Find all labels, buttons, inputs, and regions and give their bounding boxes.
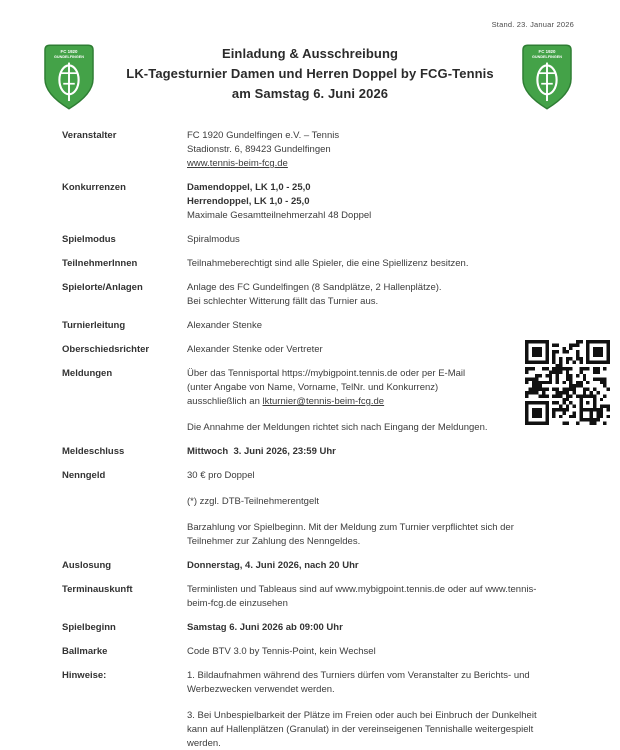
row-label-hinweise: Hinweise:: [62, 670, 107, 681]
text-line: [187, 535, 568, 549]
row-ballmarke: [62, 645, 568, 659]
row-content-teilnehmerinnen: [187, 257, 568, 271]
shield-icon: [523, 45, 571, 108]
club-logo-left: [44, 44, 94, 110]
text-line: [187, 495, 568, 509]
text-line: [187, 709, 568, 723]
row-content-meldeschluss: [187, 445, 568, 459]
text-line: [187, 295, 568, 309]
row-content-spielorte-anlagen: [187, 281, 568, 309]
title-line-3: am Samstag 6. Juni 2026: [231, 86, 389, 101]
text-line: [187, 129, 568, 143]
text-segment: Terminlisten und Tableaus sind auf www.mybigpoint.tennis.de oder auf www.tennis-: [187, 584, 537, 595]
row-nenngeld: [62, 469, 568, 549]
text-segment: Damendoppel, LK 1,0 - 25,0: [187, 182, 311, 193]
text-segment: ausschließlich an: [187, 396, 263, 407]
text-segment: Herrendoppel, LK 1,0 - 25,0: [187, 196, 310, 207]
hyperlink[interactable]: lkturnier@tennis-beim-fcg.de: [262, 396, 385, 407]
row-content-spielbeginn: [187, 621, 568, 635]
text-line: [187, 281, 568, 295]
row-label-ballmarke: Ballmarke: [62, 646, 108, 657]
row-teilnehmerinnen: [62, 257, 568, 271]
text-line: [187, 669, 568, 683]
text-segment: Stadionstr. 6, 89423 Gundelfingen: [187, 144, 331, 155]
text-line: [187, 737, 568, 750]
row-content-ballmarke: [187, 645, 568, 659]
text-line: [187, 143, 568, 157]
text-line: [187, 343, 568, 357]
row-meldeschluss: [62, 445, 568, 459]
paragraph-spacer: [187, 697, 568, 709]
row-terminauskunft: [62, 583, 568, 611]
row-content-oberschiedsrichter: [187, 343, 568, 357]
logo-club-name-line1: FC 1920: [60, 48, 78, 54]
text-line: [187, 181, 568, 195]
row-label-nenngeld: Nenngeld: [62, 470, 106, 481]
row-label-meldungen: Meldungen: [62, 368, 113, 379]
text-segment: Alexander Stenke: [187, 320, 262, 331]
text-line: [187, 233, 568, 247]
row-content-turnierleitung: [187, 319, 568, 333]
row-veranstalter: [62, 129, 568, 171]
text-segment: Donnerstag, 4. Juni 2026, nach 20 Uhr: [187, 560, 359, 571]
row-content-konkurrenzen: [187, 181, 568, 223]
text-line: [187, 683, 568, 697]
row-content-spielmodus: [187, 233, 568, 247]
paragraph-spacer: [187, 483, 568, 495]
document-title: [110, 44, 510, 104]
text-line: [187, 195, 568, 209]
row-label-spielbeginn: Spielbeginn: [62, 622, 116, 633]
row-content-hinweise: [187, 669, 568, 750]
hyperlink[interactable]: www.tennis-beim-fcg.de: [187, 158, 288, 169]
row-label-oberschiedsrichter: Oberschiedsrichter: [62, 344, 150, 355]
text-line: [187, 445, 568, 459]
paragraph-spacer: [187, 509, 568, 521]
text-segment: kann auf Hallenplätzen (Granulat) in der vereinseigenen Tennishalle weitergespielt: [187, 724, 534, 735]
text-segment: 1. Bildaufnahmen während des Turniers dürfen vom Veranstalter zu Berichts- und: [187, 670, 530, 681]
text-segment: Anlage des FC Gundelfingen (8 Sandplätze, 2 Hallenplätze).: [187, 282, 442, 293]
row-label-spielmodus: Spielmodus: [62, 234, 116, 245]
text-segment: (*) zzgl. DTB-Teilnehmerentgelt: [187, 496, 319, 507]
text-line: [187, 395, 568, 409]
text-segment: Mittwoch 3. Juni 2026, 23:59 Uhr: [187, 446, 336, 457]
text-segment: Spiralmodus: [187, 234, 240, 245]
text-line: [187, 597, 568, 611]
title-line-2: LK-Tagesturnier Damen und Herren Doppel by FCG-Tennis: [126, 66, 494, 81]
club-logo-right: [522, 44, 572, 110]
text-line: [187, 367, 568, 381]
logo-club-name-line2: GUNDELFINGEN: [54, 55, 84, 60]
row-hinweise: [62, 669, 568, 750]
logo-club-name-line1: FC 1920: [538, 48, 556, 54]
text-segment: Code BTV 3.0 by Tennis-Point, kein Wechsel: [187, 646, 376, 657]
row-label-auslosung: Auslosung: [62, 560, 112, 571]
revision-date: Stand. 23. Januar 2026: [491, 20, 574, 29]
text-line: [187, 583, 568, 597]
text-line: [187, 469, 568, 483]
row-content-terminauskunft: [187, 583, 568, 611]
text-line: [187, 645, 568, 659]
row-turnierleitung: [62, 319, 568, 333]
row-spielmodus: [62, 233, 568, 247]
row-spielbeginn: [62, 621, 568, 635]
text-line: [187, 521, 568, 535]
text-line: [187, 621, 568, 635]
text-segment: 3. Bei Unbespielbarkeit der Plätze im Freien oder auch bei Einbruch der Dunkelheit: [187, 710, 537, 721]
row-auslosung: [62, 559, 568, 573]
text-segment: Teilnehmer zur Zahlung des Nenngeldes.: [187, 536, 361, 547]
text-line: [187, 559, 568, 573]
text-line: [187, 257, 568, 271]
text-segment: beim-fcg.de einzusehen: [187, 598, 288, 609]
row-label-turnierleitung: Turnierleitung: [62, 320, 126, 331]
row-content-nenngeld: [187, 469, 568, 549]
text-line: [187, 381, 568, 395]
logo-club-name-line2: GUNDELFINGEN: [532, 55, 562, 60]
row-label-spielorte-anlagen: Spielorte/Anlagen: [62, 282, 143, 293]
text-line: [187, 209, 568, 223]
shield-icon: [45, 45, 93, 108]
text-segment: Maximale Gesamtteilnehmerzahl 48 Doppel: [187, 210, 372, 221]
row-label-veranstalter: Veranstalter: [62, 130, 117, 141]
details-table: [62, 129, 568, 750]
text-segment: 30 € pro Doppel: [187, 470, 255, 481]
title-line-1: Einladung & Ausschreibung: [221, 46, 399, 61]
text-segment: Samstag 6. Juni 2026 ab 09:00 Uhr: [187, 622, 343, 633]
text-line: [187, 319, 568, 333]
row-content-veranstalter: [187, 129, 568, 171]
row-oberschiedsrichter: [62, 343, 568, 357]
text-segment: Teilnahmeberechtigt sind alle Spieler, die eine Spiellizenz besitzen.: [187, 258, 469, 269]
text-line: [187, 157, 568, 171]
row-label-terminauskunft: Terminauskunft: [62, 584, 133, 595]
paragraph-spacer: [187, 409, 568, 421]
text-segment: werden.: [187, 738, 221, 749]
text-segment: FC 1920 Gundelfingen e.V. – Tennis: [187, 130, 340, 141]
row-label-konkurrenzen: Konkurrenzen: [62, 182, 126, 193]
text-line: [187, 421, 568, 435]
row-content-auslosung: [187, 559, 568, 573]
text-segment: Über das Tennisportal https://mybigpoint.tennis.de oder per E-Mail: [187, 368, 466, 379]
text-segment: Barzahlung vor Spielbeginn. Mit der Meldung zum Turnier verpflichtet sich der: [187, 522, 514, 533]
row-content-meldungen: [187, 367, 568, 435]
text-segment: Werbezwecken verwendet werden.: [187, 684, 335, 695]
qr-code: [525, 340, 610, 425]
row-label-teilnehmerinnen: TeilnehmerInnen: [62, 258, 138, 269]
row-konkurrenzen: [62, 181, 568, 223]
text-segment: Bei schlechter Witterung fällt das Turnier aus.: [187, 296, 379, 307]
text-segment: Die Annahme der Meldungen richtet sich nach Eingang der Meldungen.: [187, 422, 488, 433]
text-line: [187, 723, 568, 737]
row-label-meldeschluss: Meldeschluss: [62, 446, 125, 457]
text-segment: Alexander Stenke oder Vertreter: [187, 344, 323, 355]
row-meldungen: [62, 367, 568, 435]
text-segment: (unter Angabe von Name, Vorname, TelNr. und Konkurrenz): [187, 382, 439, 393]
row-spielorte-anlagen: [62, 281, 568, 309]
